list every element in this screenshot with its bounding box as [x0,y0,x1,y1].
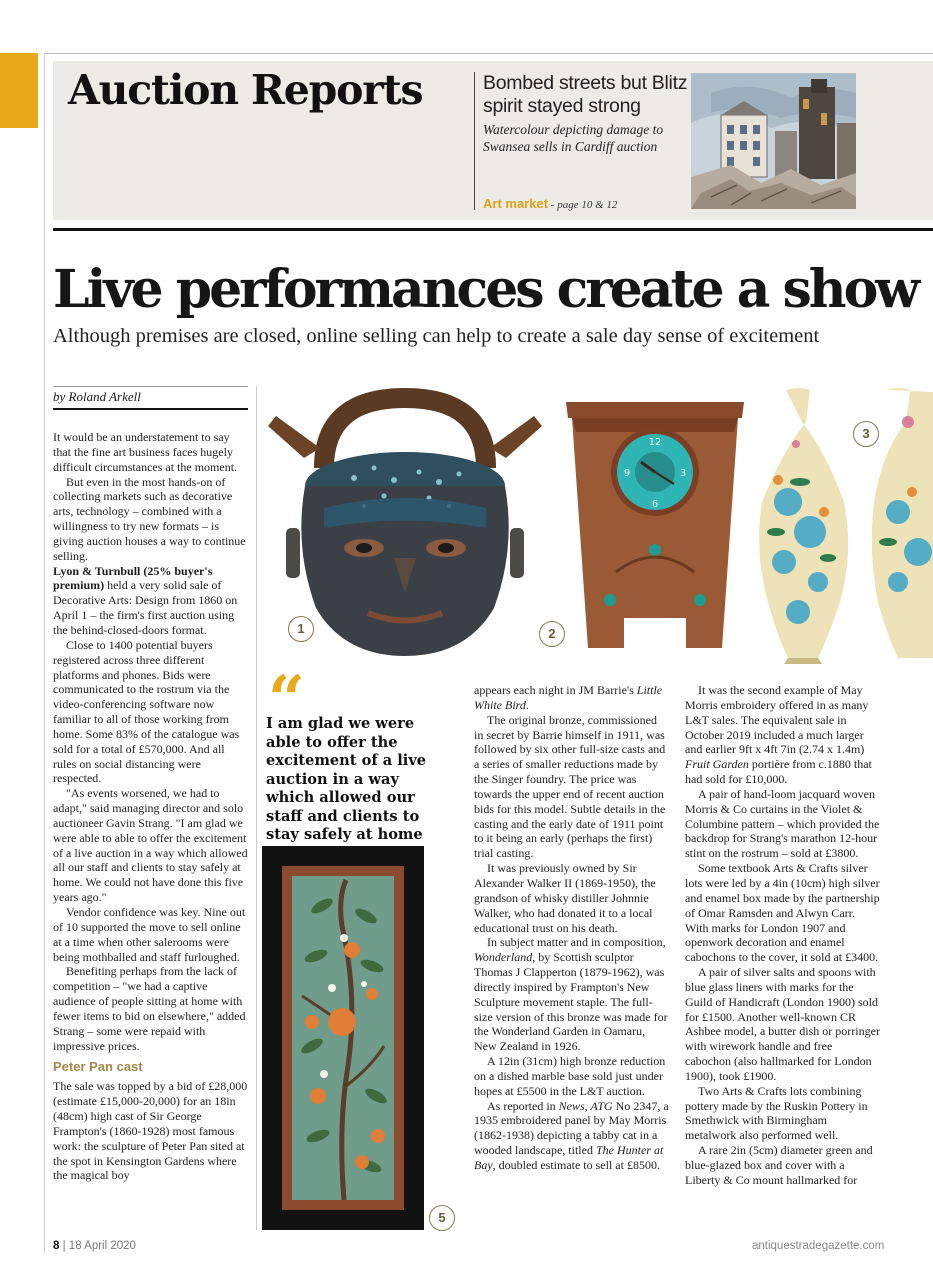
issue-date: 18 April 2020 [68,1240,136,1252]
accent-tab [0,53,38,128]
svg-text:6: 6 [651,499,659,510]
paragraph: As reported in News, ATG No 2347, a 1935 embroidered panel by May Morris (1862-1938) depicting a tabby cat in a wooded landscape, titled The Hunter at Bay, doubled estimate to sell at £8500. [474,1098,669,1172]
arts-and-crafts-clock-image [556,392,754,654]
article-column-3 [474,683,669,1173]
paragraph: appears each night in JM Barrie's Little White Bird. [474,683,663,712]
paragraph: Some textbook Arts & Crafts silver lots were led by a 4in (10cm) high silver and enamel box made by the partnership of Omar Ramsden and Alwyn Carr. With marks for London 1907 and openwork decoration and enamel cabochons to the cover, it sold at £3400. [685,861,880,965]
blitz-watercolour-image [691,73,856,209]
pull-quote: I am glad we were able to offer the excitement of a live auction in a way which allowed our staff and clients to stay safely at home [266,715,427,843]
svg-text:12: 12 [648,437,662,448]
orange-tree-panel-image [262,846,424,1230]
byline-top-rule [53,386,248,387]
paragraph: A rare 2in (5cm) diameter green and blue-glazed box and cover with a Liberty & Co mount hallmarked for [685,1143,873,1187]
paragraph: Two Arts & Crafts lots combining pottery made by the Ruskin Pottery in Smethwick with Birmingham metalwork also performed well. [685,1083,868,1143]
banner-headline[interactable]: Bombed streets but Blitz spirit stayed strong [483,72,688,117]
paragraph: "As events worsened, we had to adapt," said managing director and solo auctioneer Gavin Strang. "I am glad we were able to able to offer the excitement of a live auction in a way which allowed all our staff and clients to stay safely at home. We could not have done this five years ago." [53,786,248,905]
page-number: 8 [53,1240,60,1252]
paragraph: It would be an understatement to say that the fine art business faces hugely difficult circumstances at the moment. [53,430,238,474]
paragraph: But even in the most hands-on of collecting markets such as decorative arts, technology – combined with a willingness to try new formats – is giving auction houses a way to continue selling. [53,474,246,563]
paragraph: The sale was topped by a bid of £28,000 (estimate £15,000-20,000) for an 18in (48cm) high cast of Sir George Frampton's (1860-1928) most famous work: the sculpture of Peter Pan sited at the spot in Kensington Gardens where the magical boy [53,1079,248,1183]
svg-text:9: 9 [623,468,631,479]
image-badge-1: 1 [288,616,314,642]
banner-subhead: Watercolour depicting damage to Swansea sells in Cardiff auction [483,122,664,154]
article-standfirst: Although premises are closed, online selling can help to create a sale day sense of excitement [53,325,820,347]
article-column-1 [53,430,248,1183]
paragraph: The original bronze, commissioned in secret by Barrie himself in 1911, was followed by six other full-size casts and a series of smaller reductions made by the Singer foundry. The price was towards the upper end of recent auction bids for this model. Subtle details in the casting and the early date of 1911 point to it being an early (perhaps the first) trial casting. [474,712,666,861]
banner-page-link[interactable] [483,196,617,211]
image-badge-5: 5 [429,1205,455,1231]
subhead-peter-pan: Peter Pan cast [53,1059,143,1075]
banner-divider [474,72,475,210]
top-rule [44,53,933,54]
left-margin-rule [44,53,45,1253]
paragraph: Benefiting perhaps from the lack of competition – "we had a captive audience of people sitting at home with fewer items to bid on elsewhere," added Strang – some were repaid with impressive prices. [53,964,246,1053]
paragraph: It was the second example of May Morris embroidery offered in as many L&T sales. The equivalent sale in October 2019 included a much larger and earlier 9ft x 4ft 7in (2.74 x 1.4m) Fruit Garden portière from c.1880 that had sold for £10,000. [685,683,872,787]
paragraph: It was previously owned by Sir Alexander Walker II (1869-1950), the grandson of whisky distiller Johnnie Walker, who had donated it to a local educational trust on his death. [474,861,656,935]
website-link[interactable]: antiquestradegazette.com [752,1240,885,1252]
byline-bottom-rule [53,408,248,410]
column-divider [256,386,257,1230]
paragraph: A 12in (31cm) high bronze reduction on a dished marble base sold just under hopes at £5500 in the L&T auction. [474,1054,666,1098]
banner-page-ref: - page 10 & 12 [548,199,618,211]
byline: by Roland Arkell [53,389,141,404]
paragraph: A pair of hand-loom jacquard woven Morris & Co curtains in the Violet & Columbine pattern – which provided the backdrop for Strang's marathon 12-hour stint on the rostrum – sold at £3800. [685,786,880,861]
paragraph: Vendor confidence was key. Nine out of 10 supported the move to sell online at a time when other salerooms were being mothballed and staff furloughed. [53,905,246,964]
page-footer [53,1240,136,1252]
paragraph: Close to 1400 potential buyers registered across three different platforms and phones. Bids were communicated to the rostrum via the video-conferencing software now familiar to all of those working from home. Some 83% of the catalogue was sold for a total of £570,000. And all rules on social distancing were respected. [53,637,240,786]
banner-title: Auction Reports [68,66,423,114]
image-badge-3: 3 [853,421,879,447]
banner-section: Art market [483,196,549,211]
footer-separator: | [59,1240,69,1252]
quote-mark-icon: “ [268,662,305,737]
auction-house-name: Lyon & Turnbull (25% buyer's premium) [53,563,213,593]
paragraph: Lyon & Turnbull (25% buyer's premium) held a very solid sale of Decorative Arts: Design from 1860 on April 1 – the firm's first auction using the behind-closed-doors format. [53,563,238,637]
paragraph: In subject matter and in composition, Wonderland, by Scottish sculptor Thomas J Clapperton (1879-1962), was directly inspired by Frampton's New Sculpture movement staple. The full-size version of this bronze was made for the Wonderland Garden in Oamaru, New Zealand in 1926. [474,935,668,1054]
paragraph: A pair of silver salts and spoons with blue glass liners with marks for the Guild of Handicraft (London 1900) sold for £1500. Another well-known CR Ashbee model, a butter dish or porringer with wirework handle and free cabochon (also hallmarked for London 1900), took £1900. [685,965,880,1083]
pair-of-vases-image [748,382,933,664]
image-badge-2: 2 [539,621,565,647]
section-rule [53,228,933,231]
svg-text:3: 3 [679,468,687,479]
article-headline: Live performances create a show [53,259,918,320]
article-column-4 [685,683,881,1188]
